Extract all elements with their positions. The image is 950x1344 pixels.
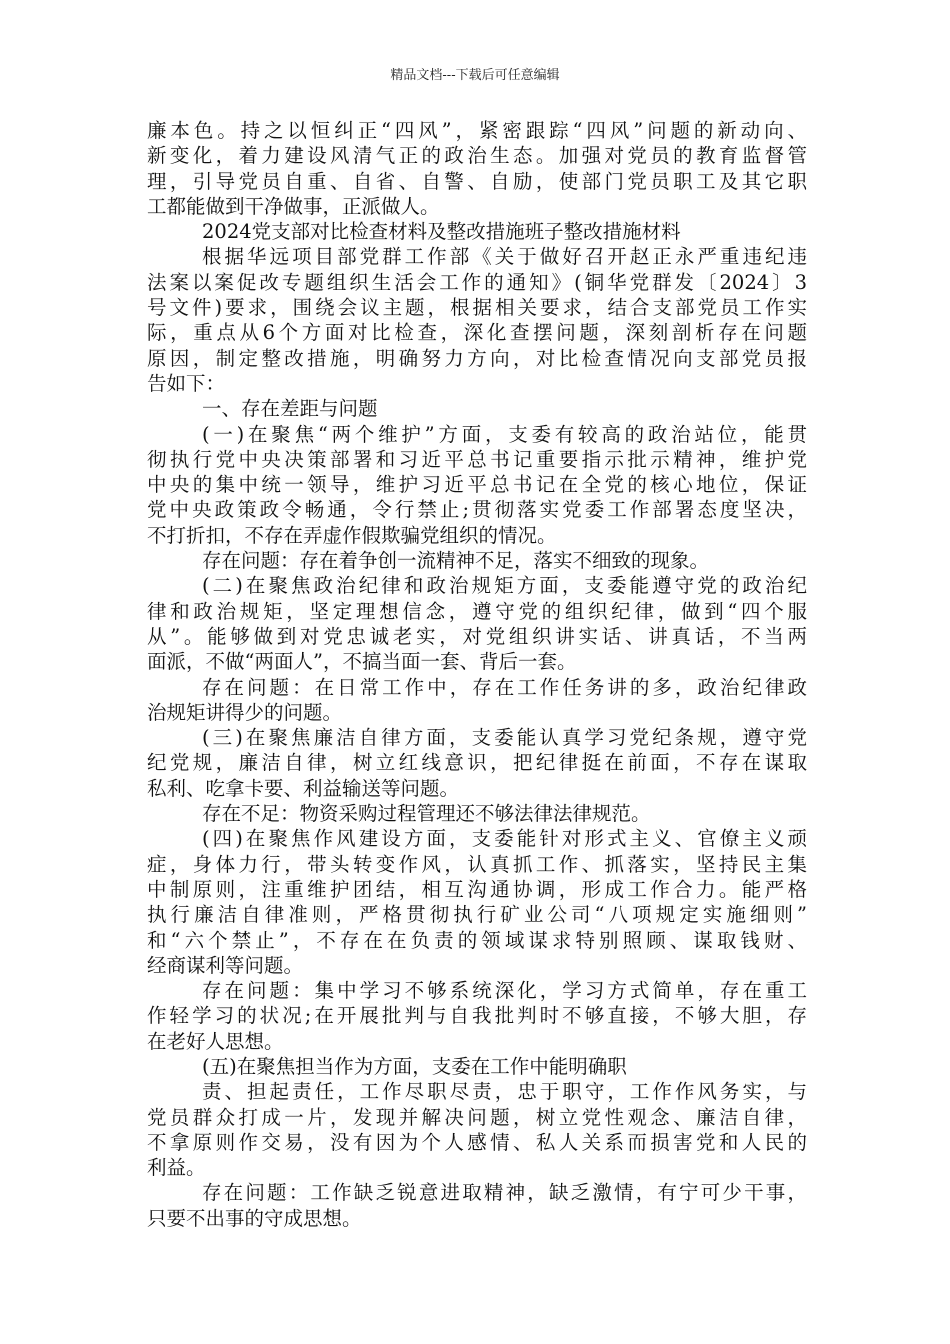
text-line: 作轻学习的状况;在开展批判与自我批判时不够直接，不够大胆，存	[147, 1004, 807, 1028]
text-line: 症，身体力行，带头转变作风，认真抓工作、抓落实，坚持民主集	[147, 852, 807, 876]
text-line: 彻执行党中央决策部署和习近平总书记重要指示批示精神，维护党	[147, 447, 807, 471]
text-line: 党中央政策政令畅通，令行禁止;贯彻落实党委工作部署态度坚决，	[147, 498, 807, 522]
text-line: 存在问题：存在着争创一流精神不足，落实不细致的现象。	[202, 549, 710, 573]
text-line: 存在不足：物资采购过程管理还不够法律法律规范。	[202, 802, 651, 826]
text-line: 经商谋利等问题。	[147, 953, 304, 977]
text-line: 从”。能够做到对党忠诚老实，对党组织讲实话、讲真话，不当两	[147, 624, 807, 648]
text-line: (二)在聚焦政治纪律和政治规矩方面，支委能遵守党的政治纪	[202, 574, 807, 598]
text-line: 原因，制定整改措施，明确努力方向，对比检查情况向支部党员报	[147, 346, 807, 370]
text-line: 在老好人思想。	[147, 1029, 284, 1053]
text-line: 和“六个禁止”，不存在在负责的领域谋求特别照顾、谋取钱财、	[147, 928, 807, 952]
text-line: (一)在聚焦“两个维护”方面，支委有较高的政治站位，能贯	[202, 422, 807, 446]
text-line: 一、存在差距与问题	[202, 397, 378, 421]
text-line: 执行廉洁自律准则，严格贯彻执行矿业公司“八项规定实施细则”	[147, 903, 807, 927]
text-line: 2024党支部对比检查材料及整改措施班子整改措施材料	[202, 220, 681, 244]
page-header: 精品文档---下载后可任意编辑	[390, 68, 560, 83]
text-line: 不拿原则作交易，没有因为个人感情、私人关系而损害党和人民的	[147, 1130, 807, 1154]
text-line: 律和政治规矩，坚定理想信念，遵守党的组织纪律，做到“四个服	[147, 599, 807, 623]
text-line: 存在问题：集中学习不够系统深化，学习方式简单，存在重工	[202, 979, 807, 1003]
text-line: 理，引导党员自重、自省、自警、自励，使部门党员职工及其它职	[147, 169, 807, 193]
text-line: 纪党规，廉洁自律，树立红线意识，把纪律挺在前面，不存在谋取	[147, 751, 807, 775]
text-line: 不打折扣，不存在弄虚作假欺骗党组织的情况。	[147, 523, 557, 547]
text-line: 工都能做到干净做事，正派做人。	[147, 194, 440, 218]
text-line: 责、担起责任，工作尽职尽责，忠于职守，工作作风务实，与	[202, 1080, 807, 1104]
text-line: 面派，不做“两面人”，不搞当面一套、背后一套。	[147, 650, 577, 674]
text-line: 号文件)要求，围绕会议主题，根据相关要求，结合支部党员工作实	[147, 296, 807, 320]
text-line: 际，重点从6个方面对比检查，深化查摆问题，深刻剖析存在问题	[147, 321, 807, 345]
text-line: 中制原则，注重维护团结，相互沟通协调，形成工作合力。能严格	[147, 877, 807, 901]
text-line: 告如下：	[147, 371, 226, 395]
text-line: (四)在聚焦作风建设方面，支委能针对形式主义、官僚主义顽	[202, 827, 807, 851]
document-body	[147, 118, 807, 1231]
text-line: 党员群众打成一片，发现并解决问题，树立党性观念、廉洁自律，	[147, 1105, 807, 1129]
text-line: 只要不出事的守成思想。	[147, 1206, 362, 1230]
text-line: 中央的集中统一领导，维护习近平总书记在全党的核心地位，保证	[147, 473, 807, 497]
text-line: 新变化，着力建设风清气正的政治生态。加强对党员的教育监督管	[147, 144, 807, 168]
text-line: (三)在聚焦廉洁自律方面，支委能认真学习党纪条规，遵守党	[202, 726, 807, 750]
text-line: 私利、吃拿卡要、利益输送等问题。	[147, 776, 460, 800]
text-line: (五)在聚焦担当作为方面，支委在工作中能明确职	[202, 1054, 627, 1078]
text-line: 存在问题：在日常工作中，存在工作任务讲的多，政治纪律政	[202, 675, 807, 699]
text-line: 存在问题：工作缺乏锐意进取精神，缺乏激情，有宁可少干事，	[202, 1181, 807, 1205]
text-line: 法案以案促改专题组织生活会工作的通知》(铜华党群发〔2024〕3	[147, 270, 807, 294]
text-line: 根据华远项目部党群工作部《关于做好召开赵正永严重违纪违	[202, 245, 807, 269]
text-line: 治规矩讲得少的问题。	[147, 700, 343, 724]
text-line: 廉本色。持之以恒纠正“四风”，紧密跟踪“四风”问题的新动向、	[147, 119, 807, 142]
text-line: 利益。	[147, 1156, 206, 1180]
